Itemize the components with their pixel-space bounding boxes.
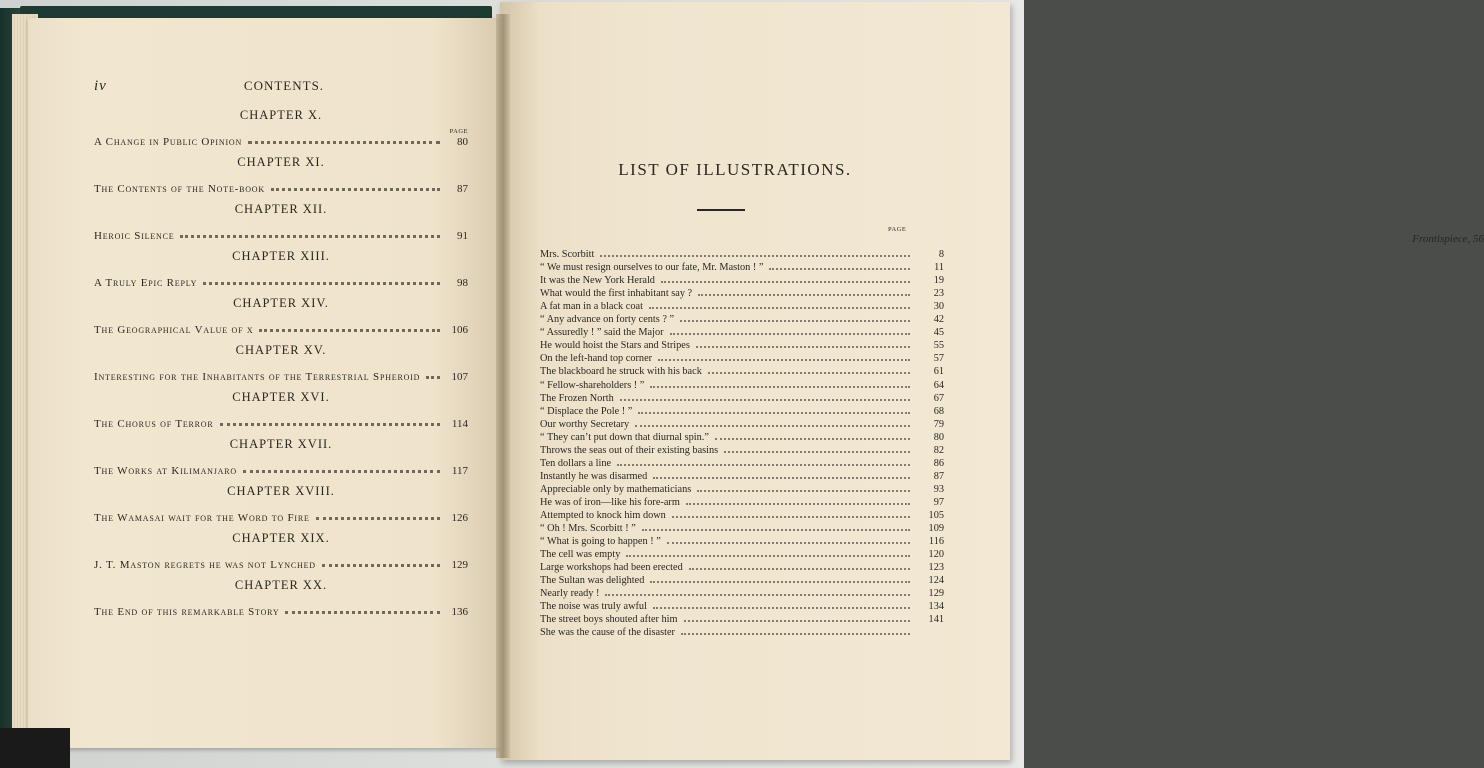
- illustration-entry: [540, 573, 944, 586]
- chapter-title: The Chorus of Terror: [94, 418, 214, 430]
- illustration-page-number: 67: [933, 392, 944, 404]
- illustration-entry: [540, 495, 944, 508]
- illustration-caption: He was of iron—like his fore-arm: [540, 496, 680, 508]
- illustration-entry: [540, 273, 944, 286]
- chapter-title: The End of this remarkable Story: [94, 606, 280, 618]
- illustration-entry: [540, 625, 944, 638]
- chapter-page-number: 107: [451, 371, 468, 383]
- dot-leader: [697, 490, 910, 492]
- illustration-entry: [540, 260, 944, 273]
- illustration-entry: [540, 286, 944, 299]
- dot-leader: [642, 529, 910, 531]
- illustration-page-number: 93: [933, 483, 944, 495]
- chapter-line: [94, 459, 468, 477]
- illustration-entry: [540, 325, 944, 338]
- chapter-page-number: 91: [457, 230, 468, 242]
- chapter-page-number: 87: [457, 183, 468, 195]
- chapter-title: The Contents of the Note-book: [94, 183, 265, 195]
- illustration-entry: [540, 377, 944, 390]
- chapter-title: Interesting for the Inhabitants of the Terrestrial Spheroid: [94, 371, 421, 383]
- chapter-heading: CHAPTER XI.: [237, 155, 325, 169]
- illustration-caption: Nearly ready !: [540, 588, 600, 600]
- chapter-line: [94, 318, 468, 336]
- chapter-title: The Wamasai wait for the Word to Fire: [94, 512, 310, 524]
- dot-leader: [220, 423, 440, 426]
- chapter-line: [94, 177, 468, 195]
- illustration-page-number: 87: [933, 470, 944, 482]
- chapter-page-number: 80: [457, 136, 468, 148]
- illustration-entry: [540, 364, 944, 377]
- illustrations-list: [540, 233, 1484, 639]
- page-number: iv: [94, 78, 107, 94]
- illustration-page-number: 19: [933, 275, 944, 287]
- illustration-page-number: 134: [928, 601, 944, 613]
- chapter-line: [94, 412, 468, 430]
- chapter-heading: CHAPTER XVIII.: [227, 484, 335, 498]
- illustration-page-number: 141: [928, 614, 944, 626]
- illustration-caption: Mrs. Scorbitt: [540, 249, 595, 261]
- illustration-caption: “ Assuredly ! ” said the Major: [540, 327, 664, 339]
- chapter-heading: CHAPTER X.: [239, 108, 323, 122]
- chapter-heading: CHAPTER XV.: [235, 343, 327, 357]
- page-column-label: PAGE: [888, 226, 907, 233]
- dot-leader: [681, 633, 910, 635]
- dot-leader: [285, 611, 440, 614]
- illustration-entry: [540, 482, 944, 495]
- dot-leader: [684, 620, 910, 622]
- chapter-title: The Works at Kilimanjaro: [94, 465, 237, 477]
- illustration-caption: A fat man in a black coat: [540, 301, 643, 313]
- illustration-caption: The Sultan was delighted: [540, 575, 645, 587]
- dot-leader: [686, 503, 910, 505]
- illustration-page-number: 61: [933, 366, 944, 378]
- illustration-page-number: 80: [933, 431, 944, 443]
- illustration-caption: Attempted to knock him down: [540, 509, 666, 521]
- chapter-heading: CHAPTER XIII.: [232, 249, 330, 263]
- chapter-line: [94, 600, 468, 618]
- illustration-page-number: 45: [933, 327, 944, 339]
- illustration-page-number: 120: [928, 549, 944, 561]
- illustration-caption: The cell was empty: [540, 549, 621, 561]
- illustration-page-number: 123: [928, 562, 944, 574]
- dot-leader: [203, 282, 440, 285]
- illustration-entry: [540, 404, 944, 417]
- dot-leader: [708, 372, 910, 374]
- dot-leader: [316, 517, 440, 520]
- illustration-page-number: 55: [933, 340, 944, 352]
- chapter-page-number: 98: [457, 277, 468, 289]
- illustration-entry: [540, 456, 944, 469]
- dot-leader: [661, 281, 910, 283]
- illustration-entry: [540, 391, 944, 404]
- chapter-page-number: 136: [451, 606, 468, 618]
- illustration-caption: He would hoist the Stars and Stripes: [540, 340, 690, 352]
- toc-entry: [94, 390, 468, 437]
- illustration-page-number: 23: [933, 288, 944, 300]
- illustration-page-number: 64: [933, 379, 944, 391]
- dot-leader: [322, 564, 440, 567]
- illustration-caption: The noise was truly awful: [540, 601, 647, 613]
- running-head: [94, 78, 474, 98]
- contents-heading: CONTENTS.: [243, 78, 325, 93]
- chapter-heading: CHAPTER XVI.: [232, 390, 330, 404]
- chapter-line: [94, 224, 468, 242]
- dot-leader: [689, 568, 910, 570]
- toc-entry: [94, 296, 468, 343]
- dot-leader: [180, 235, 440, 238]
- dot-leader: [670, 333, 910, 335]
- chapter-heading: CHAPTER XX.: [234, 578, 328, 592]
- dot-leader: [600, 255, 910, 257]
- chapter-heading: CHAPTER XIV.: [233, 296, 329, 310]
- dot-leader: [653, 477, 910, 479]
- illustration-page-number: 57: [933, 353, 944, 365]
- toc-entry: [94, 155, 468, 202]
- chapter-title: The Geographical Value of x: [94, 324, 254, 336]
- illustrations-title: LIST OF ILLUSTRATIONS.: [618, 160, 852, 179]
- illustration-entry: [540, 599, 944, 612]
- chapter-title: J. T. Maston regrets he was not Lynched: [94, 559, 316, 571]
- illustration-page-number: 97: [933, 496, 944, 508]
- illustration-page-number: 109: [928, 523, 944, 535]
- illustration-entry: [540, 299, 944, 312]
- dot-leader: [680, 320, 910, 322]
- table-of-contents: [94, 108, 468, 625]
- chapter-heading: CHAPTER XIX.: [232, 531, 330, 545]
- illustration-entry: [540, 338, 944, 351]
- illustration-entry: [540, 521, 944, 534]
- illustration-page-number: 105: [928, 509, 944, 521]
- dot-leader: [243, 470, 440, 473]
- illustration-entry: [540, 469, 944, 482]
- illustration-caption: Throws the seas out of their existing basins: [540, 444, 719, 456]
- dot-leader: [626, 555, 910, 557]
- dot-leader: [769, 268, 910, 270]
- illustration-entry: [540, 443, 944, 456]
- dot-leader: [653, 607, 910, 609]
- page-column-label: PAGE: [449, 128, 468, 135]
- book-gutter: [496, 14, 510, 758]
- chapter-title: Heroic Silence: [94, 230, 175, 242]
- illustration-caption: Instantly he was disarmed: [540, 470, 648, 482]
- chapter-title: A Truly Epic Reply: [94, 277, 198, 289]
- illustration-caption: It was the New York Herald: [540, 275, 655, 287]
- dot-leader: [617, 464, 910, 466]
- illustration-caption: Appreciable only by mathematicians: [540, 483, 692, 495]
- illustration-caption: “ They can’t put down that diurnal spin.”: [540, 431, 709, 443]
- toc-entry: [94, 437, 468, 484]
- frontispiece-entry: Frontispiece, 56: [1412, 233, 1484, 245]
- illustration-page-number: 30: [933, 301, 944, 313]
- illustration-caption: The street boys shouted after him: [540, 614, 678, 626]
- toc-entry: [94, 578, 468, 625]
- illustration-entry: [540, 534, 944, 547]
- chapter-line: [94, 271, 468, 289]
- illustration-page-number: 129: [928, 588, 944, 600]
- list-spacer: [540, 233, 944, 247]
- chapter-page-number: 126: [451, 512, 468, 524]
- dot-leader: [271, 188, 440, 191]
- chapter-heading: CHAPTER XVII.: [229, 437, 333, 451]
- dot-leader: [248, 141, 440, 144]
- chapter-title: A Change in Public Opinion: [94, 136, 243, 148]
- illustration-caption: The blackboard he struck with his back: [540, 366, 702, 378]
- table-edge: [0, 728, 70, 768]
- dot-leader: [696, 346, 910, 348]
- illustration-entry: [540, 508, 944, 521]
- dot-leader: [605, 594, 910, 596]
- illustration-page-number: 68: [933, 405, 944, 417]
- chapter-line: [94, 365, 468, 383]
- illustration-page-number: 116: [928, 536, 944, 548]
- chapter-page-number: 106: [451, 324, 468, 336]
- chapter-line: [94, 553, 468, 571]
- illustration-page-number: 11: [934, 262, 944, 274]
- illustration-caption: What would the first inhabitant say ?: [540, 288, 693, 300]
- illustration-caption: Ten dollars a line: [540, 457, 612, 469]
- illustration-caption: “ Any advance on forty cents ? ”: [540, 314, 675, 326]
- dot-leader: [650, 581, 910, 583]
- illustration-entry: [540, 247, 944, 260]
- illustration-page-number: 79: [933, 418, 944, 430]
- illustration-entry: [540, 312, 944, 325]
- illustration-entry: [540, 586, 944, 599]
- toc-entry: [94, 249, 468, 296]
- illustration-caption: The Frozen North: [540, 392, 614, 404]
- dot-leader: [667, 542, 910, 544]
- illustration-entry: [540, 351, 944, 364]
- toc-entry: [94, 343, 468, 390]
- illustration-caption: She was the cause of the disaster: [540, 627, 675, 639]
- dot-leader: [649, 307, 910, 309]
- illustration-entry: [540, 547, 944, 560]
- dot-leader: [426, 376, 440, 379]
- dot-leader: [715, 438, 910, 440]
- illustration-page-number: 124: [928, 575, 944, 587]
- dot-leader: [650, 386, 910, 388]
- illustration-caption: “ Oh ! Mrs. Scorbitt ! ”: [540, 523, 636, 535]
- dot-leader: [724, 451, 910, 453]
- illustration-entry: [540, 560, 944, 573]
- chapter-line: [94, 130, 468, 148]
- illustration-caption: “ We must resign ourselves to our fate, Mr. Maston ! ”: [540, 262, 764, 274]
- illustration-caption: “ What is going to happen ! ”: [540, 536, 661, 548]
- illustration-caption: “ Displace the Pole ! ”: [540, 405, 633, 417]
- chapter-heading: CHAPTER XII.: [234, 202, 328, 216]
- toc-entry: [94, 108, 468, 155]
- dot-leader: [638, 412, 910, 414]
- toc-entry: [94, 484, 468, 531]
- dot-leader: [658, 359, 910, 361]
- dot-leader: [635, 425, 910, 427]
- illustration-caption: Large workshops had been erected: [540, 562, 683, 574]
- chapter-page-number: 114: [451, 418, 468, 430]
- dot-leader: [259, 329, 440, 332]
- chapter-page-number: 117: [451, 465, 468, 477]
- illustration-caption: Our worthy Secretary: [540, 418, 630, 430]
- illustration-entry: [540, 430, 944, 443]
- illustration-page-number: 86: [933, 457, 944, 469]
- illustration-entry: [540, 417, 944, 430]
- dot-leader: [620, 399, 910, 401]
- illustration-caption: On the left-hand top corner: [540, 353, 653, 365]
- illustration-caption: “ Fellow-shareholders ! ”: [540, 379, 645, 391]
- dot-leader: [672, 516, 910, 518]
- illustration-entry: [540, 612, 944, 625]
- toc-entry: [94, 531, 468, 578]
- title-rule: [697, 209, 745, 211]
- chapter-line: [94, 506, 468, 524]
- illustration-page-number: 42: [933, 314, 944, 326]
- illustration-page-number: 82: [933, 444, 944, 456]
- chapter-page-number: 129: [451, 559, 468, 571]
- dot-leader: [698, 294, 910, 296]
- illustration-page-number: 8: [938, 249, 944, 261]
- toc-entry: [94, 202, 468, 249]
